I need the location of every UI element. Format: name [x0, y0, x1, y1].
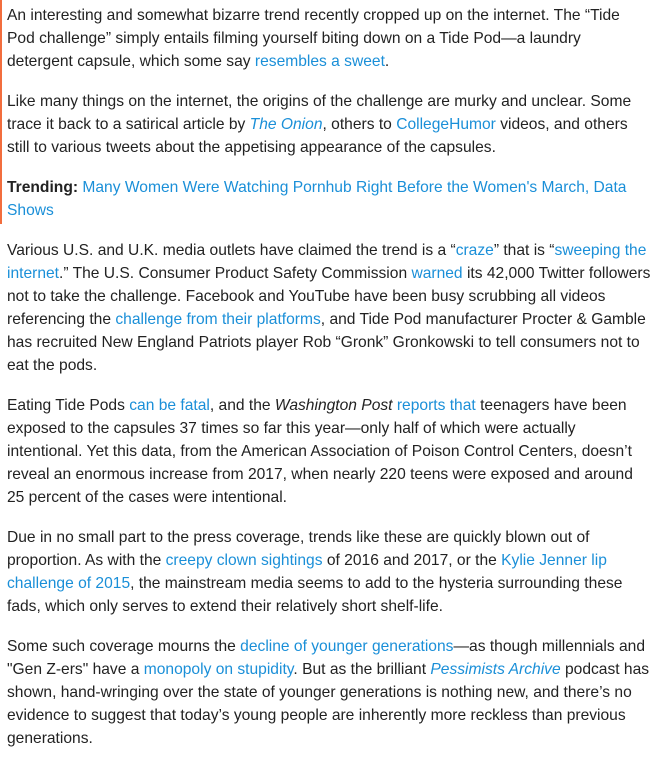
article-accent-bar [0, 0, 2, 224]
paragraph-fatal [7, 394, 651, 509]
text-span: An interesting and somewhat bizarre trend recently cropped up on the internet. The “Tide Pod challenge” simply entails filming yourself biting down on a Tide Pod—a laundry detergent capsule, which some say [7, 7, 620, 70]
paragraph-generations [7, 635, 651, 750]
text-span: —as though millennials and "Gen Z-ers" have a [7, 638, 646, 678]
text-span: of 2016 and 2017, or the [322, 552, 502, 569]
text-span: Like many things on the internet, the origins of the challenge are murky and unclear. Some trace it back to a satirical article by [7, 93, 632, 133]
text-span: Various U.S. and U.K. media outlets have claimed the trend is a “ [7, 242, 456, 259]
link-kylie-jenner-lip-challenge[interactable]: Kylie Jenner lip challenge of 2015 [7, 552, 607, 592]
link-pessimists-archive[interactable] [430, 661, 560, 678]
link-craze[interactable]: craze [455, 242, 494, 259]
link-resembles-a-sweet[interactable]: resembles a sweet [254, 53, 385, 70]
article-body [7, 4, 651, 767]
link-creepy-clown-sightings[interactable]: creepy clown sightings [165, 552, 323, 569]
link-reports-that[interactable]: reports that [396, 397, 476, 414]
text-span: ” that is “ [493, 242, 555, 259]
text-span: , the mainstream media seems to add to the hysteria surrounding these fads, which only serves to extend their relatively short shelf-life. [7, 575, 623, 615]
text-span: . But as the brilliant [293, 661, 431, 678]
text-span: , others to [322, 116, 397, 133]
text-span: Due in no small part to the press coverage, trends like these are quickly blown out of proportion. As with the [7, 529, 590, 569]
text-span: Eating Tide Pods [7, 397, 130, 414]
paragraph-origins [7, 90, 651, 159]
paragraph-intro [7, 4, 651, 73]
text-span: . [384, 53, 390, 70]
link-can-be-fatal[interactable]: can be fatal [129, 397, 210, 414]
link-the-onion-label: The Onion [249, 116, 323, 133]
text-span: , and Tide Pod manufacturer Procter & Gamble has recruited New England Patriots player Rob “Gronk” Gronkowski to tell consumers not to eat the pods. [7, 311, 646, 374]
paragraph-media [7, 239, 651, 377]
link-decline-of-younger-generations[interactable]: decline of younger generations [240, 638, 454, 655]
text-span: teenagers have been exposed to the capsules 37 times so far this year—only half of which were actually intentional. Yet this data, from the American Association of Poison Control Centers, doesn’t reveal an enormous increase from 2017, when nearly 220 teens were exposed and around 25 percent of the cases were intentional. [7, 397, 633, 506]
trending-block [7, 176, 651, 222]
publication-name: Washington Post [274, 397, 393, 414]
trending-label: Trending: [7, 179, 79, 196]
text-span: podcast has shown, hand-wringing over the state of younger generations is nothing new, and there’s no evidence to suggest that today’s young people are inherently more reckless than previous generations. [7, 661, 650, 747]
text-span: its 42,000 Twitter followers not to take the challenge. Facebook and YouTube have been busy scrubbing all videos referencing the [7, 265, 651, 328]
link-sweeping-the-internet[interactable]: sweeping the internet [7, 242, 647, 282]
link-warned[interactable]: warned [411, 265, 463, 282]
trending-link[interactable]: Many Women Were Watching Pornhub Right Before the Women's March, Data Shows [7, 179, 627, 219]
text-span: videos, and others still to various tweets about the appetising appearance of the capsules. [7, 116, 628, 156]
link-challenge-from-their-platforms[interactable]: challenge from their platforms [115, 311, 321, 328]
text-span: Some such coverage mourns the [7, 638, 241, 655]
link-the-onion[interactable] [250, 116, 323, 133]
link-monopoly-on-stupidity[interactable]: monopoly on stupidity [143, 661, 294, 678]
text-span: .” The U.S. Consumer Product Safety Commission [59, 265, 412, 282]
paragraph-press-coverage [7, 526, 651, 618]
text-span: , and the [209, 397, 275, 414]
link-collegehumor[interactable]: CollegeHumor [396, 116, 496, 133]
link-pessimists-archive-label: Pessimists Archive [430, 661, 561, 678]
